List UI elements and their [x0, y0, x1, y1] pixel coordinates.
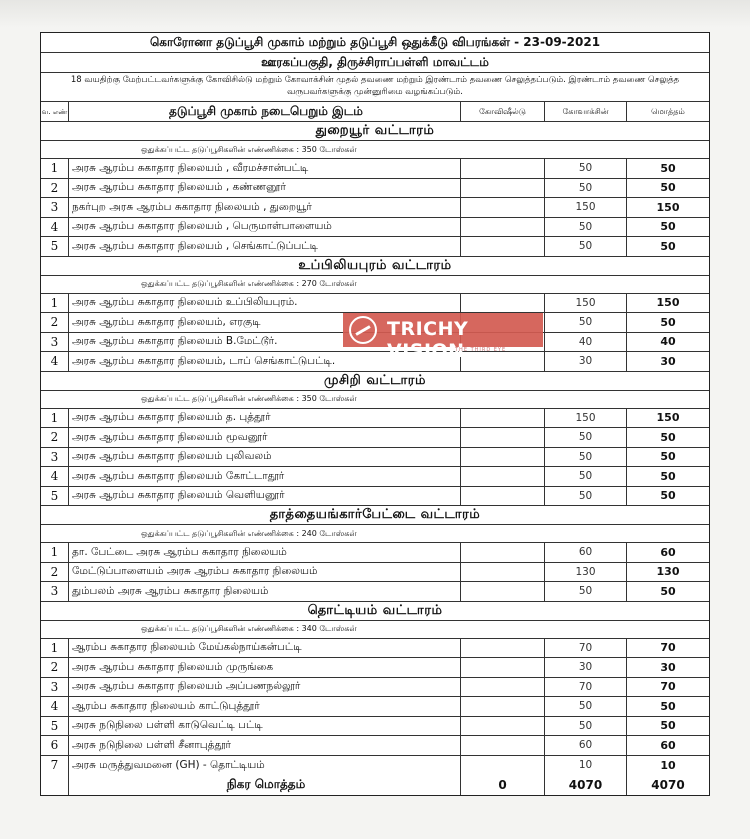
- row-sn: 2: [41, 658, 69, 677]
- allocation-row: [41, 525, 709, 543]
- table-row: [41, 678, 709, 698]
- row-location: அரசு ஆரம்ப சுகாதார நிலையம் மூவனூர்: [69, 428, 461, 447]
- row-location: அரசு நடுநிலை பள்ளி காடுவெட்டி பட்டி: [69, 717, 461, 736]
- row-total: 50: [660, 315, 676, 329]
- row-covaxin: 50: [545, 697, 627, 716]
- row-covaxin: 150: [545, 294, 627, 313]
- row-covaxin: 30: [545, 352, 627, 371]
- grand-total-row: [41, 775, 709, 795]
- grand-total-covishield: 0: [461, 775, 545, 795]
- row-covishield: [461, 198, 545, 217]
- table-row: [41, 658, 709, 678]
- grand-total-covaxin: 4070: [545, 775, 627, 795]
- block-name: துறையூர் வட்டாரம்: [315, 123, 435, 138]
- table-row: [41, 487, 709, 507]
- row-location: அரசு நடுநிலை பள்ளி சீனாபுத்தூர்: [69, 736, 461, 755]
- allocation-text: ஒதுக்கப்பட்ட தடுப்பூசிகளின் எண்ணிக்கை : 240 டோஸ்கள்: [141, 528, 357, 538]
- row-location: அரசு ஆரம்ப சுகாதார நிலையம் முருங்கை: [69, 658, 461, 677]
- row-total: 50: [660, 719, 676, 733]
- row-covishield: [461, 756, 545, 776]
- row-sn: 1: [41, 294, 69, 313]
- row-sn: 3: [41, 333, 69, 352]
- watermark-tagline: THE THIRD EYE: [455, 347, 507, 353]
- row-covaxin: 70: [545, 639, 627, 658]
- vaccination-table: [40, 32, 710, 796]
- top-header-strip: [0, 0, 750, 28]
- page-title: கொரோனா தடுப்பூசி முகாம் மற்றும் தடுப்பூசி ஒதுக்கீடு விபரங்கள் - 23-09-2021: [149, 34, 601, 49]
- row-total: 50: [660, 220, 676, 234]
- block-name: தாத்தையங்கார்பேட்டை வட்டாரம்: [269, 507, 481, 522]
- row-sn: 1: [41, 159, 69, 178]
- row-sn: 1: [41, 409, 69, 428]
- row-total: 50: [660, 161, 676, 175]
- table-row: [41, 582, 709, 602]
- column-header-covishield: கோவிஷீல்டு: [461, 102, 545, 121]
- row-sn: 1: [41, 543, 69, 562]
- row-covishield: [461, 639, 545, 658]
- table-row: [41, 409, 709, 429]
- table-row: [41, 756, 709, 776]
- row-covishield: [461, 179, 545, 198]
- row-sn: 5: [41, 487, 69, 506]
- row-total: 50: [660, 430, 676, 444]
- column-header-location: தடுப்பூசி முகாம் நடைபெறும் இடம்: [69, 102, 461, 121]
- row-covaxin: 70: [545, 678, 627, 697]
- row-sn: 3: [41, 678, 69, 697]
- table-title-row: [41, 33, 709, 53]
- row-total: 150: [656, 296, 680, 310]
- column-header-total: மொத்தம்: [651, 106, 685, 116]
- block-heading-row: [41, 602, 709, 621]
- row-total: 50: [660, 450, 676, 464]
- grand-total-sn: [41, 775, 69, 795]
- row-sn: 6: [41, 736, 69, 755]
- row-covaxin: 60: [545, 736, 627, 755]
- column-header-covaxin: கோவாக்சின்: [545, 102, 627, 121]
- table-row: [41, 697, 709, 717]
- allocation-row: [41, 141, 709, 159]
- row-covishield: [461, 543, 545, 562]
- row-covishield: [461, 678, 545, 697]
- row-total: 50: [660, 489, 676, 503]
- row-sn: 2: [41, 179, 69, 198]
- row-total: 50: [660, 181, 676, 195]
- allocation-text: ஒதுக்கப்பட்ட தடுப்பூசிகளின் எண்ணிக்கை : 270 டோஸ்கள்: [141, 279, 357, 288]
- row-location: அரசு ஆரம்ப சுகாதார நிலையம் வெளியனூர்: [69, 487, 461, 506]
- table-row: [41, 736, 709, 756]
- block-heading-row: [41, 372, 709, 391]
- table-row: [41, 467, 709, 487]
- block-list: [41, 122, 709, 775]
- row-location: தும்பலம் அரசு ஆரம்ப சுகாதார நிலையம்: [69, 582, 461, 601]
- row-location: ஆரம்ப சுகாதார நிலையம் மேய்கல்நாய்கன்பட்டி: [69, 639, 461, 658]
- grand-total-label: நிகர மொத்தம்: [69, 775, 461, 795]
- row-sn: 7: [41, 756, 69, 776]
- table-row: [41, 294, 709, 314]
- row-covishield: [461, 237, 545, 256]
- row-total: 30: [660, 660, 676, 674]
- row-total: 60: [660, 545, 676, 559]
- row-covishield: [461, 563, 545, 582]
- row-location: அரசு ஆரம்ப சுகாதார நிலையம் த. புத்தூர்: [69, 409, 461, 428]
- row-sn: 4: [41, 467, 69, 486]
- row-covaxin: 150: [545, 198, 627, 217]
- row-location: அரசு மருத்துவமனை (GH) - தொட்டியம்: [69, 756, 461, 776]
- table-row: [41, 428, 709, 448]
- row-sn: 1: [41, 639, 69, 658]
- block-name: முசிறி வட்டாரம்: [324, 372, 426, 388]
- table-row: [41, 159, 709, 179]
- table-subtitle-row: [41, 53, 709, 73]
- row-sn: 2: [41, 563, 69, 582]
- row-covaxin: 50: [545, 448, 627, 467]
- block-name: உப்பிலியபுரம் வட்டாரம்: [298, 257, 452, 273]
- page-subtitle: ஊரகப்பகுதி, திருச்சிராப்பள்ளி மாவட்டம்: [261, 54, 489, 69]
- row-sn: 2: [41, 428, 69, 447]
- block-name: தொட்டியம் வட்டாரம்: [307, 602, 443, 618]
- row-covaxin: 50: [545, 313, 627, 332]
- eye-icon: [349, 316, 377, 344]
- row-sn: 2: [41, 313, 69, 332]
- row-covishield: [461, 467, 545, 486]
- row-covishield: [461, 218, 545, 237]
- allocation-text: ஒதுக்கப்பட்ட தடுப்பூசிகளின் எண்ணிக்கை : 340 டோஸ்கள்: [141, 624, 357, 633]
- table-row: [41, 198, 709, 218]
- allocation-text: ஒதுக்கப்பட்ட தடுப்பூசிகளின் எண்ணிக்கை : 350 டோஸ்கள்: [141, 394, 357, 403]
- block-heading-row: [41, 506, 709, 525]
- row-location: அரசு ஆரம்ப சுகாதார நிலையம் , செங்காட்டுப்பட்டி: [69, 237, 461, 256]
- row-total: 150: [656, 200, 680, 214]
- allocation-row: [41, 276, 709, 294]
- row-covaxin: 50: [545, 237, 627, 256]
- table-row: [41, 563, 709, 583]
- row-location: அரசு ஆரம்ப சுகாதார நிலையம் , கண்ணனூர்: [69, 179, 461, 198]
- row-sn: 4: [41, 218, 69, 237]
- table-row: [41, 448, 709, 468]
- row-total: 70: [660, 680, 676, 694]
- row-sn: 5: [41, 717, 69, 736]
- row-covaxin: 130: [545, 563, 627, 582]
- block-heading-row: [41, 257, 709, 276]
- note-row: [41, 73, 709, 102]
- table-row: [41, 352, 709, 372]
- row-total: 130: [656, 565, 680, 579]
- row-sn: 3: [41, 198, 69, 217]
- row-covishield: [461, 736, 545, 755]
- table-row: [41, 639, 709, 659]
- row-covishield: [461, 409, 545, 428]
- row-covishield: [461, 448, 545, 467]
- row-total: 150: [656, 411, 680, 425]
- row-covaxin: 50: [545, 467, 627, 486]
- row-location: அரசு ஆரம்ப சுகாதார நிலையம் , பெருமாள்பாளையம்: [69, 218, 461, 237]
- row-location: ஆரம்ப சுகாதார நிலையம் காட்டுபுத்தூர்: [69, 697, 461, 716]
- row-total: 30: [660, 354, 676, 368]
- row-total: 40: [660, 335, 676, 349]
- row-covaxin: 50: [545, 428, 627, 447]
- watermark-logo: [343, 313, 543, 362]
- row-sn: 4: [41, 697, 69, 716]
- row-covishield: [461, 582, 545, 601]
- row-covaxin: 50: [545, 159, 627, 178]
- row-sn: 4: [41, 352, 69, 371]
- table-row: [41, 218, 709, 238]
- row-covishield: [461, 658, 545, 677]
- block-heading-row: [41, 122, 709, 141]
- row-covishield: [461, 697, 545, 716]
- row-covaxin: 50: [545, 487, 627, 506]
- row-location: அரசு ஆரம்ப சுகாதார நிலையம், டாப் செங்காட்டுபட்டி.: [69, 352, 461, 371]
- row-location: அரசு ஆரம்ப சுகாதார நிலையம் , வீரமச்சான்பட்டி: [69, 159, 461, 178]
- row-location: அரசு ஆரம்ப சுகாதார நிலையம் B.மேட்டூர்.: [69, 333, 461, 352]
- row-total: 50: [660, 584, 676, 598]
- row-total: 60: [660, 738, 676, 752]
- row-location: அரசு ஆரம்ப சுகாதார நிலையம் உப்பிலியபுரம்.: [69, 294, 461, 313]
- eligibility-note: 18 வயதிற்கு மேற்பட்டவர்களுக்கு கோவிசில்டு மற்றும் கோவாக்சின் முதல் தவணை மற்றும் இரண்டாம் தவணை செலுத்தப்படும். இரண்டாம் தவணை செலுத்த வருபவர்களுக்கு முன்னுரிமை வழங்கப்படும்.: [70, 75, 680, 97]
- allocation-row: [41, 621, 709, 639]
- row-location: தா. பேட்டை அரசு ஆரம்ப சுகாதார நிலையம்: [69, 543, 461, 562]
- row-sn: 5: [41, 237, 69, 256]
- row-covishield: [461, 428, 545, 447]
- row-covaxin: 50: [545, 717, 627, 736]
- row-covaxin: 40: [545, 333, 627, 352]
- row-covaxin: 50: [545, 582, 627, 601]
- table-row: [41, 543, 709, 563]
- grand-total-total: 4070: [651, 778, 685, 792]
- table-row: [41, 179, 709, 199]
- watermark-brand: TRICHY VISION: [387, 318, 469, 362]
- row-covaxin: 50: [545, 218, 627, 237]
- row-covishield: [461, 487, 545, 506]
- row-location: அரசு ஆரம்ப சுகாதார நிலையம் கோட்டாதூர்: [69, 467, 461, 486]
- column-header-sn: வ. எண்: [41, 102, 69, 121]
- row-location: நகர்புற அரசு ஆரம்ப சுகாதார நிலையம் , துறையூர்: [69, 198, 461, 217]
- row-covaxin: 150: [545, 409, 627, 428]
- row-covishield: [461, 159, 545, 178]
- allocation-text: ஒதுக்கப்பட்ட தடுப்பூசிகளின் எண்ணிக்கை : 350 டோஸ்கள்: [141, 144, 357, 154]
- row-total: 50: [660, 699, 676, 713]
- table-row: [41, 237, 709, 257]
- row-location: அரசு ஆரம்ப சுகாதார நிலையம் புலிவலம்: [69, 448, 461, 467]
- row-location: அரசு ஆரம்ப சுகாதார நிலையம், எரகுடி: [69, 313, 461, 332]
- row-covaxin: 50: [545, 179, 627, 198]
- allocation-row: [41, 391, 709, 409]
- row-total: 50: [660, 469, 676, 483]
- row-sn: 3: [41, 448, 69, 467]
- row-covaxin: 30: [545, 658, 627, 677]
- table-row: [41, 717, 709, 737]
- row-sn: 3: [41, 582, 69, 601]
- row-total: 50: [660, 239, 676, 253]
- column-header-row: [41, 102, 709, 122]
- row-covishield: [461, 717, 545, 736]
- row-covaxin: 10: [545, 756, 627, 776]
- row-location: அரசு ஆரம்ப சுகாதார நிலையம் அப்பணநல்லூர்: [69, 678, 461, 697]
- row-covaxin: 60: [545, 543, 627, 562]
- row-total: 70: [660, 641, 676, 655]
- row-location: மேட்டுப்பாளையம் அரசு ஆரம்ப சுகாதார நிலையம்: [69, 563, 461, 582]
- row-total: 10: [660, 758, 676, 772]
- row-covishield: [461, 294, 545, 313]
